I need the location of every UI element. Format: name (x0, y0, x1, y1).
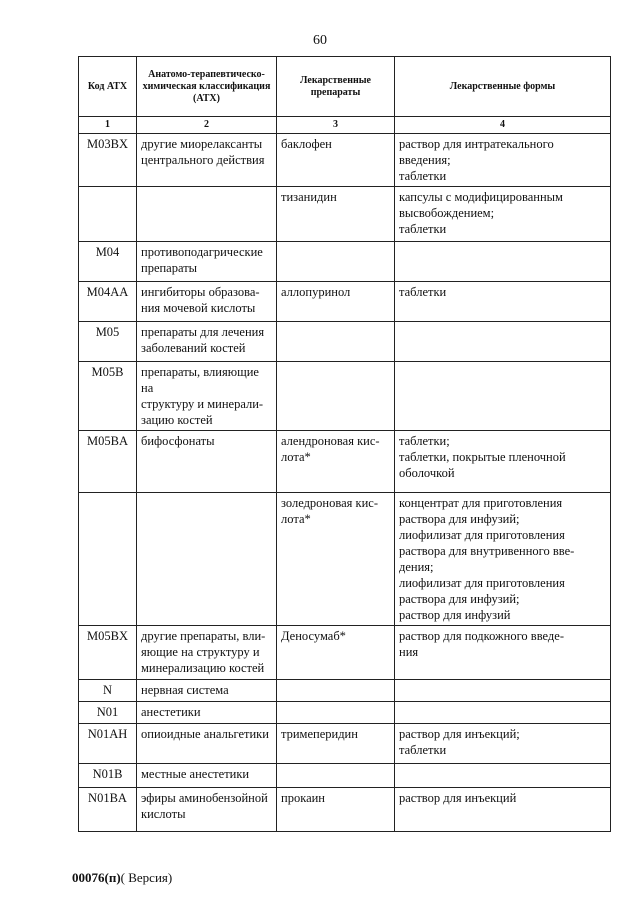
dosage-forms-cell (395, 431, 611, 493)
drug-name-cell (277, 322, 395, 362)
dosage-forms-line: таблетки (399, 222, 447, 236)
atx-code-cell: N01BA (79, 788, 137, 832)
atx-classification-cell (137, 702, 277, 724)
drug-name-line: золедроновая кис- (281, 496, 379, 510)
dosage-forms-cell (395, 702, 611, 724)
atx-classification-cell (137, 788, 277, 832)
dosage-forms-line: раствор для инъекций; (399, 727, 520, 741)
drug-name-cell (277, 680, 395, 702)
atx-classification-cell (137, 362, 277, 431)
drug-name-line: тримеперидин (281, 727, 358, 741)
atx-classification-cell (137, 680, 277, 702)
atx-code-cell: N01 (79, 702, 137, 724)
dosage-forms-line: таблетки; (399, 434, 450, 448)
atx-code-cell: N01AH (79, 724, 137, 764)
dosage-forms-line: капсулы с модифицированным (399, 190, 563, 204)
dosage-forms-cell (395, 626, 611, 680)
footer-doc-id: 00076(п) (72, 870, 121, 885)
table-row (79, 242, 611, 282)
header-atx-code: Код АТХ (79, 57, 137, 117)
atx-classification-line: эфиры аминобензойной (141, 791, 268, 805)
drug-name-cell (277, 242, 395, 282)
table-row (79, 431, 611, 493)
dosage-forms-cell (395, 764, 611, 788)
drug-name-cell (277, 282, 395, 322)
column-number: 2 (137, 117, 277, 134)
atx-classification-line: опиоидные анальгетики (141, 727, 269, 741)
table-row (79, 764, 611, 788)
column-number: 3 (277, 117, 395, 134)
table-row (79, 788, 611, 832)
atx-classification-line: кислоты (141, 807, 186, 821)
dosage-forms-line: дения; (399, 560, 434, 574)
column-number: 1 (79, 117, 137, 134)
dosage-forms-line: лиофилизат для приготовления (399, 528, 565, 542)
drug-name-line: баклофен (281, 137, 332, 151)
table-row (79, 362, 611, 431)
dosage-forms-line: раствор для инфузий (399, 608, 511, 622)
dosage-forms-cell (395, 134, 611, 187)
drug-name-cell (277, 362, 395, 431)
drug-name-line: прокаин (281, 791, 326, 805)
drug-name-cell (277, 626, 395, 680)
drug-name-cell (277, 134, 395, 187)
column-number-row (79, 117, 611, 134)
dosage-forms-line: таблетки (399, 285, 447, 299)
dosage-forms-line: лиофилизат для приготовления (399, 576, 565, 590)
atx-classification-cell (137, 431, 277, 493)
atx-classification-cell (137, 134, 277, 187)
atx-classification-line: противоподагрические (141, 245, 263, 259)
drug-name-line: алендроновая кис- (281, 434, 380, 448)
atx-classification-cell (137, 724, 277, 764)
dosage-forms-line: высвобождением; (399, 206, 495, 220)
table-body (79, 134, 611, 832)
table-row (79, 680, 611, 702)
atx-code-cell: N01B (79, 764, 137, 788)
drug-name-line: лота* (281, 450, 311, 464)
dosage-forms-line: раствор для подкожного введе- (399, 629, 564, 643)
atx-classification-cell (137, 242, 277, 282)
atx-drug-table (78, 56, 611, 832)
atx-code-cell: M05B (79, 362, 137, 431)
dosage-forms-line: таблетки, покрытые пленочной (399, 450, 566, 464)
atx-classification-line: другие препараты, вли- (141, 629, 266, 643)
dosage-forms-line: введения; (399, 153, 451, 167)
dosage-forms-cell (395, 680, 611, 702)
page-number: 60 (313, 33, 327, 48)
dosage-forms-cell (395, 724, 611, 764)
dosage-forms-cell (395, 282, 611, 322)
dosage-forms-cell (395, 322, 611, 362)
header-atx-classification: Анатомо-терапевтическо-химическая классификация (АТХ) (137, 57, 277, 117)
drug-name-cell (277, 493, 395, 626)
atx-classification-cell (137, 282, 277, 322)
atx-classification-line: бифосфонаты (141, 434, 215, 448)
dosage-forms-cell (395, 187, 611, 242)
atx-classification-line: зацию костей (141, 413, 213, 427)
dosage-forms-line: ния (399, 645, 419, 659)
atx-classification-line: препараты для лечения (141, 325, 265, 339)
table-row (79, 493, 611, 626)
drug-name-cell (277, 724, 395, 764)
header-dosage-forms: Лекарственные формы (395, 57, 611, 117)
atx-classification-cell (137, 626, 277, 680)
atx-code-cell: M04 (79, 242, 137, 282)
atx-code-cell (79, 187, 137, 242)
table-row (79, 724, 611, 764)
atx-classification-line: другие миорелаксанты (141, 137, 263, 151)
drug-name-line: аллопуринол (281, 285, 351, 299)
atx-classification-line: яющие на структуру и (141, 645, 260, 659)
dosage-forms-cell (395, 242, 611, 282)
dosage-forms-line: раствор для интратекального (399, 137, 554, 151)
dosage-forms-line: раствора для инфузий; (399, 512, 520, 526)
atx-classification-cell (137, 187, 277, 242)
atx-code-cell: M05BA (79, 431, 137, 493)
atx-classification-line: ингибиторы образова- (141, 285, 260, 299)
dosage-forms-line: раствора для инфузий; (399, 592, 520, 606)
table-row (79, 282, 611, 322)
table-row (79, 134, 611, 187)
atx-classification-line: ния мочевой кислоты (141, 301, 256, 315)
atx-classification-line: местные анестетики (141, 767, 250, 781)
dosage-forms-cell (395, 788, 611, 832)
atx-classification-line: минерализацию костей (141, 661, 265, 675)
atx-classification-line: анестетики (141, 705, 201, 719)
atx-code-cell: M05 (79, 322, 137, 362)
atx-classification-line: заболеваний костей (141, 341, 246, 355)
atx-code-cell: M03BX (79, 134, 137, 187)
drug-name-line: тизанидин (281, 190, 337, 204)
footer (72, 870, 172, 886)
drug-name-cell (277, 187, 395, 242)
drug-name-cell (277, 764, 395, 788)
drug-name-line: лота* (281, 512, 311, 526)
drug-name-cell (277, 702, 395, 724)
drug-name-cell (277, 431, 395, 493)
drug-name-cell (277, 788, 395, 832)
dosage-forms-line: оболочкой (399, 466, 455, 480)
atx-classification-cell (137, 493, 277, 626)
table-row (79, 322, 611, 362)
dosage-forms-line: раствора для внутривенного вве- (399, 544, 575, 558)
atx-code-cell (79, 493, 137, 626)
dosage-forms-line: раствор для инъекций (399, 791, 517, 805)
dosage-forms-line: таблетки (399, 743, 447, 757)
dosage-forms-line: таблетки (399, 169, 447, 183)
atx-classification-line: нервная система (141, 683, 229, 697)
atx-classification-line: структуру и минерали- (141, 397, 264, 411)
atx-classification-line: препараты, влияющие на (141, 365, 259, 395)
dosage-forms-cell (395, 493, 611, 626)
footer-version-label: ( Версия) (120, 870, 173, 885)
atx-code-cell: M05BX (79, 626, 137, 680)
column-number: 4 (395, 117, 611, 134)
dosage-forms-line: концентрат для приготовления (399, 496, 563, 510)
table-header-row (79, 57, 611, 117)
atx-code-cell: M04AA (79, 282, 137, 322)
table-row (79, 626, 611, 680)
atx-code-cell: N (79, 680, 137, 702)
table-row (79, 187, 611, 242)
atx-classification-cell (137, 322, 277, 362)
table-row (79, 702, 611, 724)
atx-classification-cell (137, 764, 277, 788)
header-drugs: Лекарственные препараты (277, 57, 395, 117)
drug-name-line: Деносумаб* (281, 629, 346, 643)
atx-classification-line: препараты (141, 261, 198, 275)
atx-classification-line: центрального действия (141, 153, 265, 167)
dosage-forms-cell (395, 362, 611, 431)
